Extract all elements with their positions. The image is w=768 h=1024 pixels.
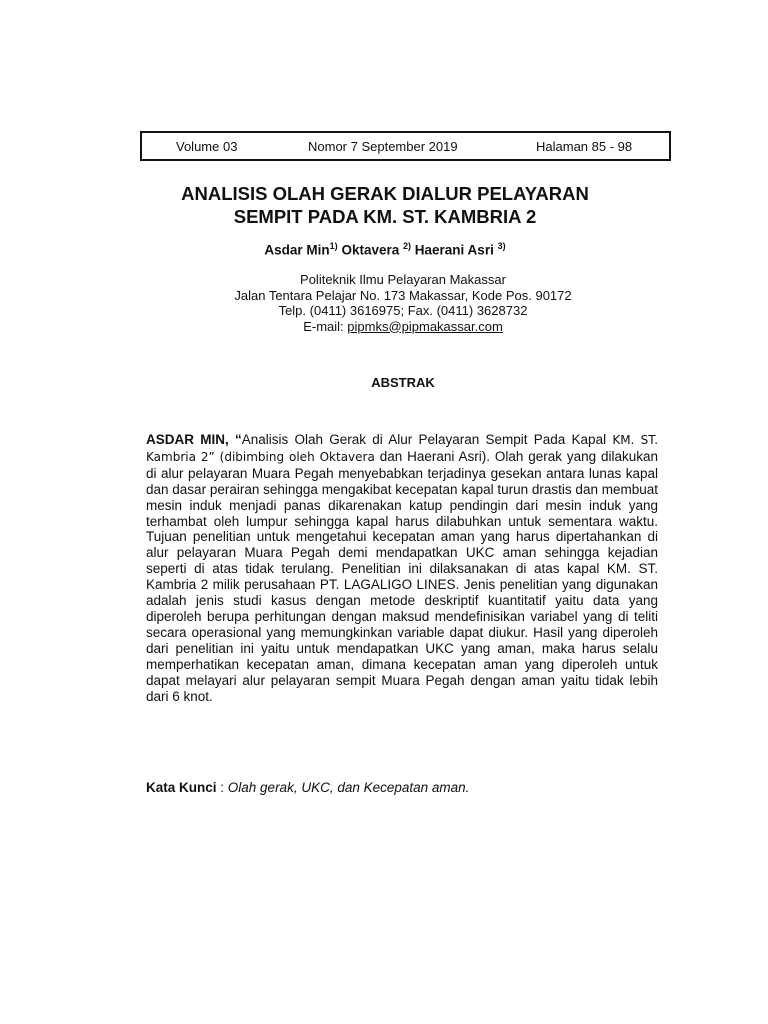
institution-phone: Telp. (0411) 3616975; Fax. (0411) 3628732 [278,303,528,318]
institution-email-line [100,319,706,335]
email-label: E-mail: [303,318,348,334]
volume-label: Volume 03 [176,139,238,154]
abstract-heading: ABSTRAK [371,375,435,390]
keywords-text: Olah gerak, UKC, dan Kecepatan aman. [227,780,470,795]
paper-title-line-1: ANALISIS OLAH GERAK DIALUR PELAYARAN [181,183,589,204]
affiliation-block [100,272,706,334]
abstract-text-part-2: dan Haerani Asri). Olah gerak yang dilakukan di alur pelayaran Muara Pegah menyebabkan terjadinya gesekan antara lunas kapal dan dasar perairan sehingga mengakibat kecepatan kapal turun drastis dan membuat mesin induk menjadi panas dikarenakan katup pendingin dari mesin induk yang terhambat oleh lumpur sehingga kapal harus dilabuhkan untuk sementara waktu. Tujuan penelitian untuk mengetahui kecepatan aman yang harus dipertahankan di alur pelayaran Muara Pegah demi mendapatkan UKC aman sehingga kejadian seperti di atas tidak terulang. Penelitian ini dilaksanakan di atas kapal KM. ST. Kambria 2 milik perusahaan PT. LAGALIGO LINES. Jenis penelitian yang digunakan adalah jenis studi kasus dengan metode deskriptif kuantitatif yaitu data yang diperoleh berupa perhitungan dengan maksud mendefinisikan variabel yang di teliti secara operasional yang memungkinkan variable dapat diukur. Hasil yang diperoleh dari penelitian ini yaitu untuk mendapatkan UKC yang aman, maka harus selalu memperhatikan kecepatan aman, dimana kecepatan aman yang diperoleh untuk dapat melayari alur pelayaran sempit Muara Pegah dengan aman yaitu tidak lebih dari 6 knot. [146,448,658,704]
author-mark: 3) [497,241,506,251]
institution-address: Jalan Tentara Pelajar No. 173 Makassar, Kode Pos. 90172 [234,287,572,303]
issue-label: Nomor 7 September 2019 [308,139,458,154]
paper-title [100,182,670,228]
keywords-separator: : [216,780,228,795]
author-name: Haerani Asri [414,242,498,258]
author-name: Asdar Min [264,242,330,258]
keywords-line [146,780,658,795]
institution-name: Politeknik Ilmu Pelayaran Makassar [300,272,506,287]
abstract-text-part-1: Analisis Olah Gerak di Alur Pelayaran Sempit Pada Kapal [241,432,613,447]
abstract-lead: ASDAR MIN, “ [146,432,242,447]
author-list [100,241,670,258]
pages-label: Halaman 85 - 98 [536,139,633,154]
abstract-body [146,432,658,704]
author-mark: 2) [403,241,412,251]
journal-header-box [140,131,671,161]
email-link[interactable]: pipmks@pipmakassar.com [347,318,503,334]
author-name: Oktavera [341,242,403,258]
keywords-label: Kata Kunci [146,780,217,795]
abstract-advisor-text: KM. ST. Kambria 2” (dibimbing oleh Oktavera [146,433,659,464]
paper-title-line-2: SEMPIT PADA KM. ST. KAMBRIA 2 [233,206,537,227]
author-mark: 1) [329,241,338,251]
